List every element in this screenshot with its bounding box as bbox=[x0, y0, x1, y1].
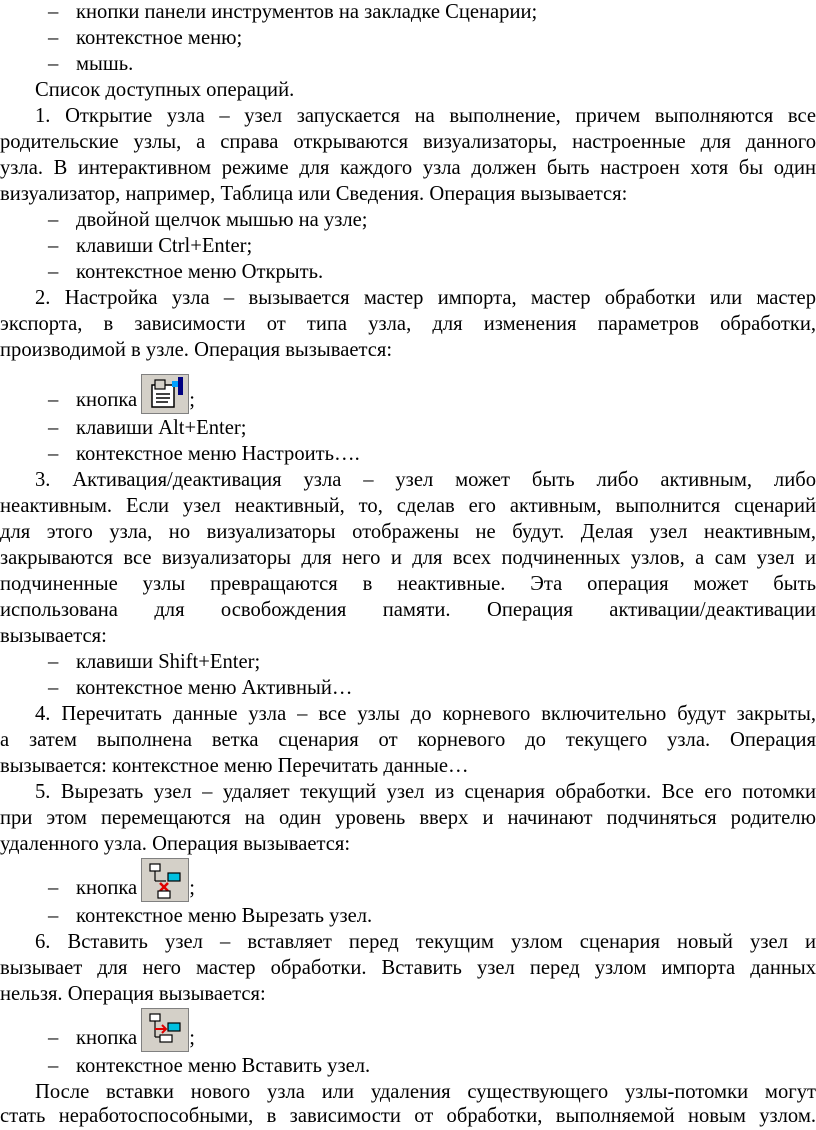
insert-node-icon[interactable] bbox=[141, 1008, 189, 1052]
bullet-text: контекстное меню; bbox=[76, 27, 243, 49]
paragraph-line: визуализатор, например, Таблица или Сведения. Операция вызывается: bbox=[0, 183, 628, 205]
bullet-dash: – bbox=[48, 209, 59, 231]
bullet-text: клавиши Alt+Enter; bbox=[76, 417, 247, 439]
paragraph-line: неактивным. Если узел неактивный, то, сделав его активным, выполнится сценарий bbox=[0, 495, 816, 517]
list-item bbox=[0, 904, 816, 930]
bullet-dash: – bbox=[48, 53, 59, 75]
list-item bbox=[0, 0, 816, 26]
paragraph-line: нельзя. Операция вызывается: bbox=[0, 983, 266, 1005]
bullet-text: кнопка bbox=[76, 1027, 138, 1050]
bullet-dash: – bbox=[48, 905, 59, 927]
bullet-text: клавиши Shift+Enter; bbox=[76, 651, 261, 673]
bullet-text: кнопка bbox=[76, 389, 138, 412]
bullet-dash: – bbox=[48, 1, 59, 23]
list-item bbox=[0, 676, 816, 702]
bullet-text: контекстное меню Активный… bbox=[76, 677, 353, 699]
paragraph-line: вызывает для него мастер обработки. Вставить узел перед узлом импорта данных bbox=[0, 957, 816, 979]
list-item bbox=[0, 208, 816, 234]
paragraph-line: родительские узлы, а справа открываются визуализаторы, настроенные для данного bbox=[0, 131, 816, 153]
list-item bbox=[0, 1002, 816, 1052]
bullet-dash: – bbox=[48, 417, 59, 439]
bullet-dash: – bbox=[48, 261, 59, 283]
configure-node-icon[interactable] bbox=[141, 374, 189, 414]
paragraph-line: подчиненные узлы превращаются в неактивные. Эта операция может быть bbox=[0, 573, 816, 595]
paragraph-line: 6. Вставить узел – вставляет перед текущим узлом сценария новый узел и bbox=[35, 931, 816, 953]
bullet-text: кнопка bbox=[76, 877, 138, 900]
cut-node-icon[interactable] bbox=[141, 858, 189, 902]
paragraph-line: экспорта, в зависимости от типа узла, для изменения параметров обработки, bbox=[0, 313, 816, 335]
bullet-text: клавиши Ctrl+Enter; bbox=[76, 235, 253, 257]
list-item bbox=[0, 442, 816, 468]
list-item bbox=[0, 234, 816, 260]
bullet-text: контекстное меню Открыть. bbox=[76, 261, 324, 283]
list-item bbox=[0, 362, 816, 414]
list-item bbox=[0, 260, 816, 286]
list-item bbox=[0, 852, 816, 902]
list-item bbox=[0, 650, 816, 676]
bullet-text: кнопки панели инструментов на закладке Сценарии; bbox=[76, 1, 538, 23]
paragraph-line: при этом перемещаются на один уровень вверх и начинают подчиняться родителю bbox=[0, 807, 816, 829]
bullet-dash: – bbox=[48, 1055, 59, 1077]
bullet-text: двойной щелчок мышью на узле; bbox=[76, 209, 368, 231]
bullet-suffix: ; bbox=[189, 877, 195, 900]
paragraph-line: узла. В интерактивном режиме для каждого узла должен быть настроен хотя бы один bbox=[0, 157, 816, 179]
paragraph-line: вызывается: контекстное меню Перечитать данные… bbox=[0, 755, 469, 777]
bullet-dash: – bbox=[48, 877, 59, 900]
paragraph-line: закрываются все визуализаторы для него и для всех подчиненных узлов, а сам узел и bbox=[0, 547, 816, 569]
bullet-dash: – bbox=[48, 235, 59, 257]
paragraph-line: 3. Активация/деактивация узла – узел может быть либо активным, либо bbox=[35, 469, 816, 491]
bullet-suffix: ; bbox=[189, 389, 195, 412]
paragraph-line: вызывается: bbox=[0, 625, 107, 647]
paragraph-line: 4. Перечитать данные узла – все узлы до корневого включительно будут закрыты, bbox=[35, 703, 816, 725]
paragraph-line: а затем выполнена ветка сценария от корневого до текущего узла. Операция bbox=[0, 729, 816, 751]
bullet-dash: – bbox=[48, 389, 59, 412]
list-item bbox=[0, 26, 816, 52]
list-item bbox=[0, 1054, 816, 1080]
paragraph-line: использована для освобождения памяти. Операция активации/деактивации bbox=[0, 599, 816, 621]
bullet-text: мышь. bbox=[76, 53, 134, 75]
bullet-dash: – bbox=[48, 1027, 59, 1050]
bullet-text: контекстное меню Вырезать узел. bbox=[76, 905, 373, 927]
list-item bbox=[0, 52, 816, 78]
paragraph-line: производимой в узле. Операция вызывается: bbox=[0, 339, 393, 361]
bullet-dash: – bbox=[48, 443, 59, 465]
paragraph-line: стать неработоспособными, в зависимости от обработки, выполняемой новым узлом. bbox=[0, 1105, 816, 1127]
paragraph-line: 1. Открытие узла – узел запускается на выполнение, причем выполняются все bbox=[35, 105, 816, 127]
paragraph-line: для этого узла, но визуализаторы отображены не будут. Делая узел неактивным, bbox=[0, 521, 816, 543]
bullet-text: контекстное меню Вставить узел. bbox=[76, 1055, 371, 1077]
paragraph-line: удаленного узла. Операция вызывается: bbox=[0, 833, 351, 855]
list-item bbox=[0, 416, 816, 442]
paragraph-line: 2. Настройка узла – вызывается мастер импорта, мастер обработки или мастер bbox=[35, 287, 816, 309]
bullet-dash: – bbox=[48, 651, 59, 673]
bullet-dash: – bbox=[48, 677, 59, 699]
paragraph-line: После вставки нового узла или удаления существующего узлы-потомки могут bbox=[35, 1081, 816, 1103]
bullet-dash: – bbox=[48, 27, 59, 49]
paragraph-line: 5. Вырезать узел – удаляет текущий узел из сценария обработки. Все его потомки bbox=[35, 781, 816, 803]
list-intro: Список доступных операций. bbox=[35, 79, 295, 101]
bullet-suffix: ; bbox=[189, 1027, 195, 1050]
bullet-text: контекстное меню Настроить…. bbox=[76, 443, 360, 465]
